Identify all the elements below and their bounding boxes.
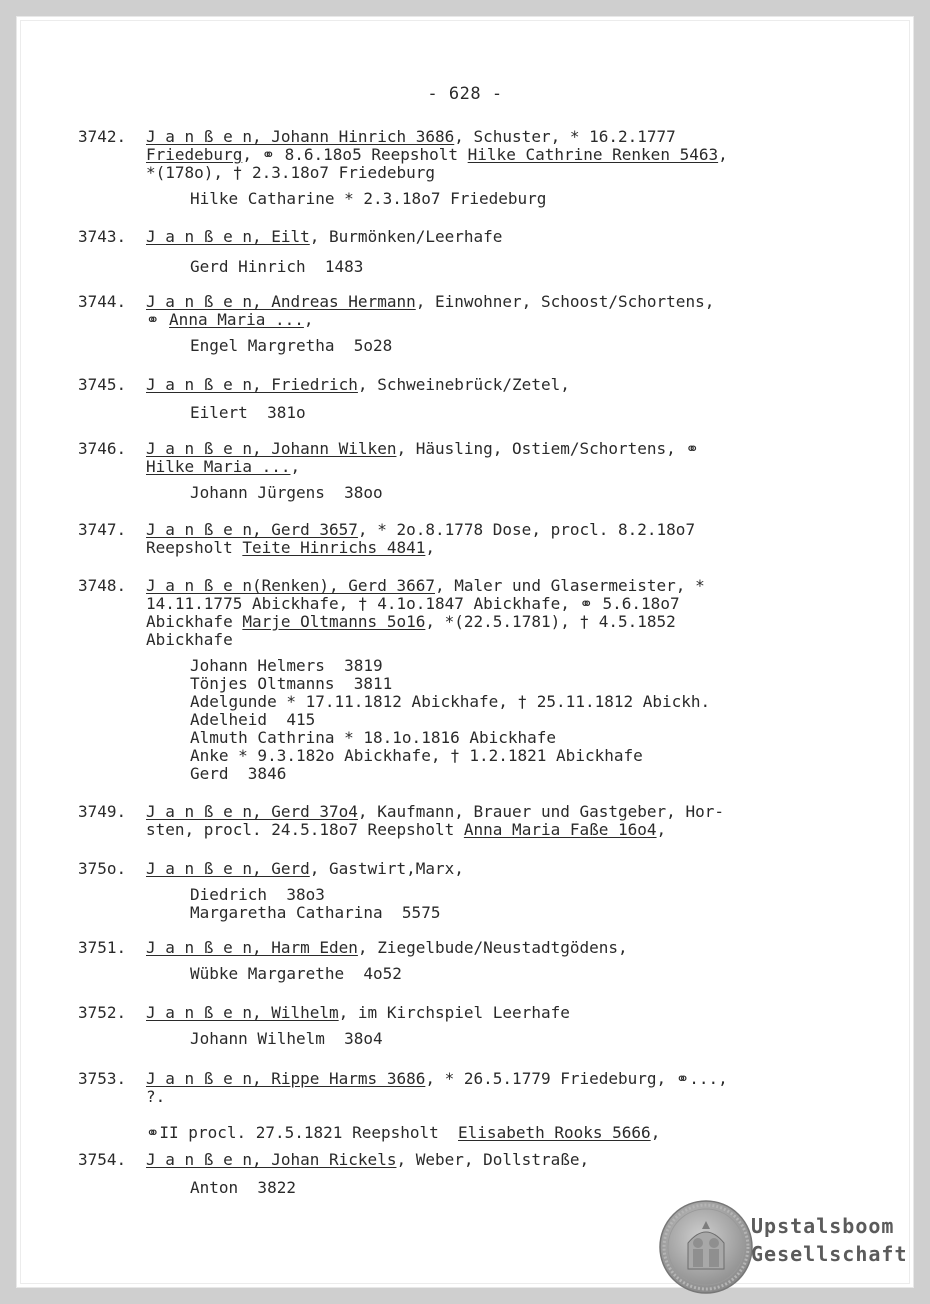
entry-text: , Gastwirt,Marx, <box>309 859 464 878</box>
entry-line <box>146 128 676 146</box>
child-entry: Diedrich 38o3 <box>190 885 325 904</box>
entry-text: , Einwohner, Schoost/Schortens, <box>415 292 715 311</box>
child-entry: Engel Margretha 5o28 <box>190 336 393 355</box>
entry-text: , <box>425 538 435 557</box>
entry-line <box>146 228 502 246</box>
child-entry: Hilke Catharine * 2.3.18o7 Friedeburg <box>190 189 547 208</box>
entry-name-underlined: J a n ß e n, Gerd 37o4 <box>146 802 358 821</box>
entry-name-underlined: Teite Hinrichs 4841 <box>242 538 426 557</box>
entry-spouse-underlined: Elisabeth Rooks 5666 <box>458 1123 651 1142</box>
entry-line <box>146 164 435 182</box>
entry-name-underlined: J a n ß e n, Eilt <box>146 227 310 246</box>
entry-line <box>146 631 233 649</box>
child-entry: Wübke Margarethe 4o52 <box>190 964 402 983</box>
child-entry: Eilert 381o <box>190 403 306 422</box>
child-entry: Anton 3822 <box>190 1178 296 1197</box>
entry-text: , Schweinebrück/Zetel, <box>357 375 570 394</box>
entry-text: , <box>650 1123 661 1142</box>
entry-text: , ⚭ 8.6.18o5 Reepsholt <box>242 145 468 164</box>
entry-number: 3743. <box>78 227 127 246</box>
entry-name-underlined: J a n ß e n, Rippe Harms 3686 <box>146 1069 426 1088</box>
entry-number: 3744. <box>78 292 127 311</box>
entry-name-underlined: J a n ß e n, Johann Wilken <box>146 439 397 458</box>
entry-name-underlined: J a n ß e n, Friedrich <box>146 375 358 394</box>
entry-line <box>146 440 699 458</box>
entry-text: Abickhafe <box>146 612 243 631</box>
entry-text: , Häusling, Ostiem/Schortens, ⚭ <box>396 439 699 458</box>
child-entry: Gerd 3846 <box>190 764 287 783</box>
entry-number: 3751. <box>78 938 127 957</box>
child-entry: Margaretha Catharina 5575 <box>190 903 441 922</box>
entry-text: *(178o), † 2.3.18o7 Friedeburg <box>146 163 435 182</box>
entry-line <box>146 293 714 311</box>
entry-line <box>146 595 680 613</box>
child-entry: Gerd Hinrich 1483 <box>190 257 364 276</box>
entry-line <box>146 613 676 631</box>
entry-line <box>146 1088 165 1106</box>
entry-text: , * 26.5.1779 Friedeburg, ⚭..., <box>425 1069 728 1088</box>
logo-line-2: Gesellschaft <box>751 1242 908 1266</box>
entry-name-underlined: Anna Maria Faße 16o4 <box>463 820 657 839</box>
entry-text: 14.11.1775 Abickhafe, † 4.1o.1847 Abickhafe, ⚭ 5.6.18o7 <box>146 594 680 613</box>
logo-line-1: Upstalsboom <box>751 1214 895 1238</box>
entry-number: 3752. <box>78 1003 127 1022</box>
entry-text: , <box>290 457 301 476</box>
entry-text: , Weber, Dollstraße, <box>396 1150 590 1169</box>
entry-name-underlined: Friedeburg <box>146 145 243 164</box>
entry-line <box>146 1004 570 1022</box>
seal-logo-icon <box>658 1199 754 1295</box>
entry-number: 3747. <box>78 520 127 539</box>
entry-name-underlined: J a n ß e n, Gerd <box>146 859 310 878</box>
entry-name-underlined: J a n ß e n(Renken), Gerd 3667 <box>146 576 435 595</box>
entry-text: ?. <box>146 1087 166 1106</box>
page-number: - 628 - <box>427 84 503 104</box>
entry-line <box>146 311 314 329</box>
child-entry: Almuth Cathrina * 18.1o.1816 Abickhafe <box>190 728 557 747</box>
entry-line <box>146 146 728 164</box>
entry-text: Reepsholt <box>146 538 243 557</box>
entry-number: 3746. <box>78 439 127 458</box>
entry-number: 3742. <box>78 127 127 146</box>
entry-number: 3745. <box>78 375 127 394</box>
entry-name-underlined: J a n ß e n, Andreas Hermann <box>146 292 416 311</box>
entry-number: 3748. <box>78 576 127 595</box>
entry-text: , Kaufmann, Brauer und Gastgeber, Hor- <box>357 802 724 821</box>
entry-number: 3754. <box>78 1150 127 1169</box>
child-entry: Tönjes Oltmanns 3811 <box>190 674 393 693</box>
entry-name-underlined: Hilke Maria ... <box>146 457 291 476</box>
child-entry: Adelgunde * 17.11.1812 Abickhafe, † 25.11.1812 Abickh. <box>190 692 711 711</box>
entry-number: 3749. <box>78 802 127 821</box>
entry-text: , *(22.5.1781), † 4.5.1852 <box>425 612 676 631</box>
child-entry: Johann Helmers 3819 <box>190 656 383 675</box>
entry-line <box>146 458 300 476</box>
entry-line <box>146 376 570 394</box>
entry-text: , Burmönken/Leerhafe <box>309 227 503 246</box>
child-entry: Anke * 9.3.182o Abickhafe, † 1.2.1821 Abickhafe <box>190 746 643 765</box>
entry-number: 3753. <box>78 1069 127 1088</box>
document-page <box>16 16 914 1288</box>
entry-line <box>146 1070 728 1088</box>
entry-text: ⚭ <box>146 310 170 329</box>
entry-text: , Ziegelbude/Neustadtgödens, <box>357 938 628 957</box>
entry-text: , <box>656 820 667 839</box>
child-line <box>146 1124 660 1142</box>
entry-name-underlined: Marje Oltmanns 5o16 <box>242 612 426 631</box>
entry-text: , im Kirchspiel Leerhafe <box>338 1003 570 1022</box>
child-entry: Johann Jürgens 38oo <box>190 483 383 502</box>
entry-text: , Schuster, * 16.2.1777 <box>454 127 676 146</box>
entry-text: ⚭II procl. 27.5.1821 Reepsholt <box>146 1123 459 1142</box>
entry-line <box>146 821 666 839</box>
entry-text: , Maler und Glasermeister, * <box>434 576 705 595</box>
entry-name-underlined: J a n ß e n, Harm Eden <box>146 938 358 957</box>
entry-line <box>146 1151 589 1169</box>
child-entry: Adelheid 415 <box>190 710 316 729</box>
entry-line <box>146 939 628 957</box>
entry-line <box>146 860 464 878</box>
entry-line <box>146 577 705 595</box>
entry-line <box>146 803 724 821</box>
entry-name-underlined: J a n ß e n, Johann Hinrich 3686 <box>146 127 455 146</box>
child-entry: Johann Wilhelm 38o4 <box>190 1029 383 1048</box>
entry-text: Abickhafe <box>146 630 233 649</box>
entry-text: , <box>303 310 314 329</box>
entry-name-underlined: Anna Maria ... <box>169 310 304 329</box>
entry-line <box>146 539 435 557</box>
entry-line <box>146 521 695 539</box>
entry-text: , <box>718 145 728 164</box>
entry-name-underlined: J a n ß e n, Gerd 3657 <box>146 520 358 539</box>
entry-text: , * 2o.8.1778 Dose, procl. 8.2.18o7 <box>357 520 696 539</box>
entry-name-underlined: J a n ß e n, Wilhelm <box>146 1003 339 1022</box>
entry-number: 375o. <box>78 859 127 878</box>
entry-text: sten, procl. 24.5.18o7 Reepsholt <box>146 820 464 839</box>
entry-name-underlined: J a n ß e n, Johan Rickels <box>146 1150 397 1169</box>
entry-spouse-underlined: Hilke Cathrine Renken 5463 <box>467 145 719 164</box>
